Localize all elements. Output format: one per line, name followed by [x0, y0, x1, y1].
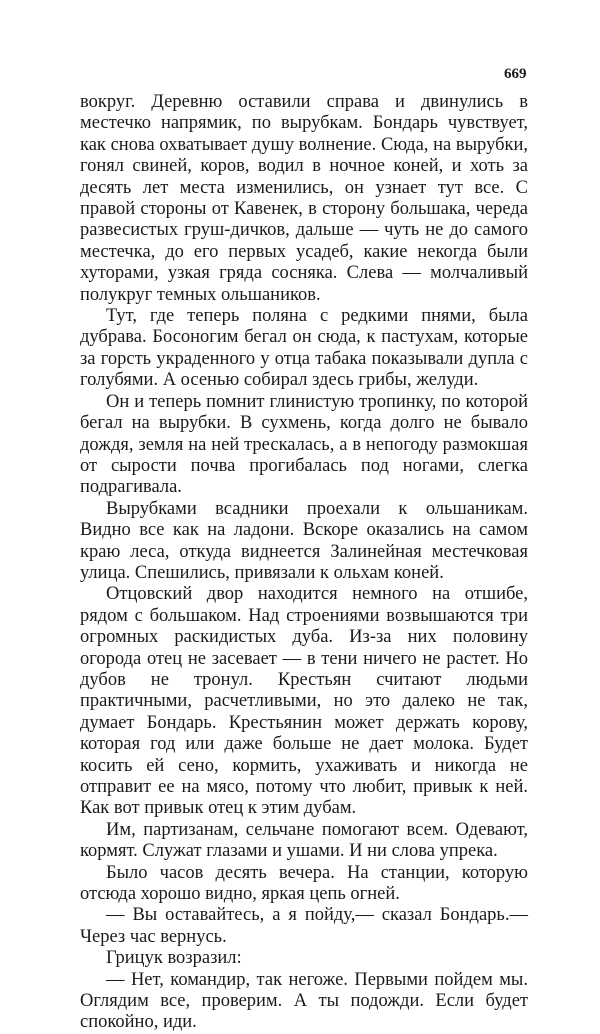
paragraph: — Вы оставайтесь, а я пойду,— сказал Бондарь.— Через час вернусь. [80, 905, 528, 947]
paragraph: Вырубками всадники проехали к ольшаникам. Видно все как на ладони. Вскоре оказались на самом краю леса, откуда виднеется Залинейная местечковая улица. Спешились, привязали к ольхам коней. [80, 498, 528, 583]
paragraph: Им, партизанам, сельчане помогают всем. Одевают, кормят. Служат глазами и ушами. И ни слова упрека. [80, 819, 528, 862]
paragraph: Было часов десять вечера. На станции, которую отсюда хорошо видно, яркая цепь огней. [80, 862, 528, 905]
page-number: 669 [504, 66, 527, 82]
paragraph: Отцовский двор находится немного на отшибе, рядом с большаком. Над строениями возвышаются три огромных раскидистых дуба. Из-за них половину огорода отец не засевает — в тени ничего не растет. Но дубов не тронул. Крестьян считают людьми практичными, расчетливыми, но это далеко не так, думает Бондарь. Крестьянин может держать корову, которая год или даже больше не дает молока. Будет косить ей сено, кормить, ухаживать и никогда не отправит ее на мясо, потому что любит, привык к ней. Как вот привык отец к этим дубам. [80, 584, 528, 819]
paragraph: Тут, где теперь поляна с редкими пнями, была дубрава. Босоногим бегал он сюда, к пастухам, которые за горсть украденного у отца табака показывали дупла с голубями. А осенью собирал здесь грибы, желуди. [80, 306, 528, 391]
paragraph: Грицук возразил: [106, 948, 242, 969]
body-text [80, 92, 528, 1034]
paragraph: — Нет, командир, так негоже. Первыми пойдем мы. Оглядим все, проверим. А ты подожди. Если будет спокойно, иди. [80, 969, 528, 1033]
paragraph: вокруг. Деревню оставили справа и двинулись в местечко напрямик, по вырубкам. Бондарь чувствует, как снова охватывает душу волнение. Сюда, на вырубки, гонял свиней, коров, водил в ночное коней, и хоть за десять лет места изменились, он узнает тут все. С правой стороны от Кавенек, в сторону большака, череда развесистых груш-дичков, дальше — чуть не до самого местечка, до его первых усадеб, какие некогда были хуторами, узкая гряда сосняка. Слева — молчаливый полукруг темных ольшаников. [80, 92, 528, 305]
paragraph: Он и теперь помнит глинистую тропинку, по которой бегал на вырубки. В сухмень, когда долго не бывало дождя, земля на ней трескалась, а в непогоду размокшая от сырости почва прогибалась под ногами, слегка подрагивала. [80, 391, 528, 498]
